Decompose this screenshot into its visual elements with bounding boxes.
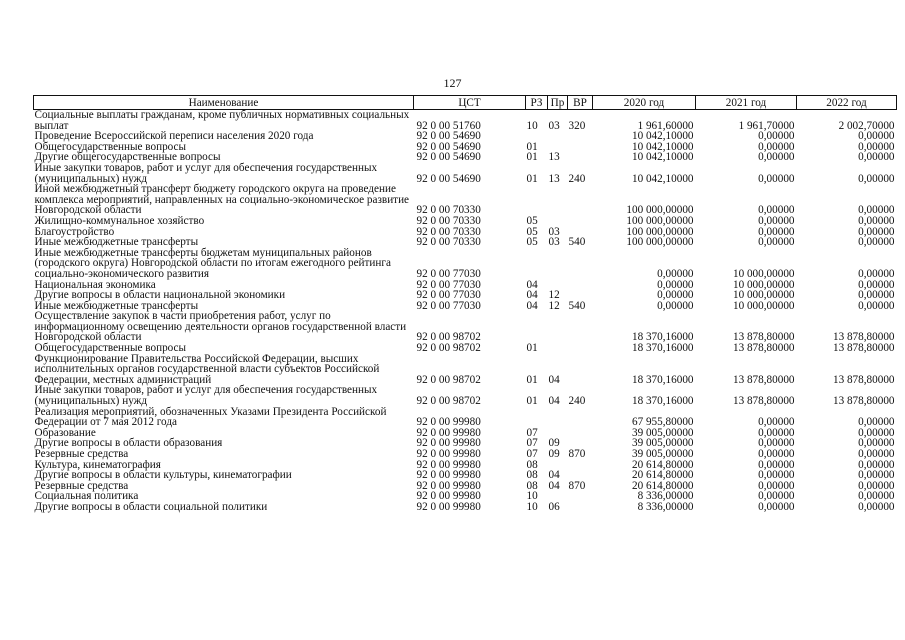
row-rz: 07 — [526, 448, 538, 460]
row-pr: 09 — [548, 437, 560, 450]
row-2022: 0,00000 — [858, 289, 895, 302]
table-row — [34, 184, 897, 216]
row-2021: 0,00000 — [758, 214, 795, 227]
row-2020: 18 370,16000 — [631, 373, 694, 386]
row-pr: 04 — [548, 469, 560, 482]
row-rz: 08 — [526, 479, 538, 492]
row-2021: 0,00000 — [758, 416, 795, 429]
row-name: Другие вопросы в области культуры, кинематографии — [34, 469, 292, 482]
row-name: Резервные средства — [34, 479, 129, 492]
header-2020: 2020 год — [593, 96, 696, 110]
table-row — [34, 385, 897, 406]
row-2020: 10 042,10000 — [631, 151, 694, 164]
row-name: Общегосударственные вопросы — [34, 342, 187, 355]
row-cst: 92 0 00 99980 — [416, 479, 481, 492]
row-cst: 92 0 00 99980 — [416, 426, 481, 439]
row-name: Иные закупки товаров, работ и услуг для обеспечения государственных (муниципальных) нужд — [34, 384, 378, 408]
row-2021: 0,00000 — [758, 500, 795, 513]
row-vr: 240 — [568, 395, 586, 408]
row-vr: 870 — [568, 479, 586, 492]
row-2022: 0,00000 — [858, 458, 895, 471]
table-row — [34, 502, 897, 513]
row-vr — [568, 491, 593, 502]
row-pr: 12 — [548, 289, 560, 302]
row-2022: 13 878,80000 — [832, 395, 895, 408]
row-vr — [568, 311, 593, 343]
row-2022: 0,00000 — [858, 490, 895, 503]
row-name: Иные межбюджетные трансферты — [34, 236, 199, 249]
row-name: Социальная политика — [34, 490, 139, 503]
row-rz: 01 — [526, 140, 538, 153]
row-cst: 92 0 00 99980 — [416, 469, 481, 482]
header-rz: РЗ — [526, 96, 548, 110]
row-pr: 13 — [548, 151, 560, 164]
row-2022: 0,00000 — [858, 500, 895, 513]
row-pr: 03 — [548, 225, 560, 238]
row-2020: 39 005,00000 — [631, 448, 694, 460]
table-row — [34, 311, 897, 343]
row-2020: 67 955,80000 — [631, 416, 694, 429]
row-cst: 92 0 00 99980 — [416, 416, 481, 429]
row-pr — [548, 216, 568, 227]
row-2021: 0,00000 — [758, 130, 795, 143]
row-name: Иной межбюджетный трансферт бюджету городского округа на проведение комплекса мероприятий, направленных на социально-экономическое развитие Новгородской области — [34, 183, 410, 217]
row-2020: 39 005,00000 — [631, 437, 694, 450]
row-name: Иные закупки товаров, работ и услуг для обеспечения государственных (муниципальных) нужд — [34, 161, 378, 185]
row-2022: 0,00000 — [858, 416, 895, 429]
row-cst: 92 0 00 70330 — [416, 225, 481, 238]
row-vr: 320 — [568, 119, 586, 132]
table-row — [34, 248, 897, 280]
table-row — [34, 354, 897, 386]
row-name: Общегосударственные вопросы — [34, 140, 187, 153]
row-2020: 20 614,80000 — [631, 469, 694, 482]
row-vr: 240 — [568, 172, 586, 185]
row-pr — [548, 131, 568, 142]
row-2022: 0,00000 — [858, 214, 895, 227]
row-2020: 18 370,16000 — [631, 331, 694, 344]
row-rz: 05 — [526, 225, 538, 238]
row-2021: 0,00000 — [758, 172, 795, 185]
row-2020: 100 000,00000 — [626, 214, 694, 227]
row-vr — [568, 460, 593, 471]
row-2021: 1 961,70000 — [738, 119, 795, 132]
row-pr: 09 — [548, 448, 560, 460]
row-vr — [568, 184, 593, 216]
row-name: Проведение Всероссийской переписи населения 2020 года — [34, 130, 314, 143]
row-2021: 0,00000 — [758, 204, 795, 217]
row-2020: 8 336,00000 — [637, 500, 694, 513]
row-cst: 92 0 00 99980 — [416, 458, 481, 471]
row-cst: 92 0 00 99980 — [416, 437, 481, 450]
row-2022: 0,00000 — [858, 299, 895, 312]
row-rz: 08 — [526, 458, 538, 471]
row-2021: 0,00000 — [758, 140, 795, 153]
row-cst: 92 0 00 77030 — [416, 267, 481, 280]
row-2020: 0,00000 — [657, 289, 694, 302]
row-2022: 2 002,70000 — [838, 119, 895, 132]
table-row — [34, 449, 897, 460]
row-cst: 92 0 00 54690 — [416, 151, 481, 164]
row-2021: 0,00000 — [758, 469, 795, 482]
row-name: Осуществление закупок в части приобретения работ, услуг по информационному освещению деятельности органов государственной власти Новгородской области — [34, 310, 407, 344]
row-vr — [568, 354, 593, 386]
row-2022: 0,00000 — [858, 130, 895, 143]
header-cst: ЦСТ — [414, 96, 526, 110]
row-name: Иные межбюджетные трансферты — [34, 299, 199, 312]
row-2022: 0,00000 — [858, 448, 895, 460]
row-vr: 540 — [568, 299, 586, 312]
row-2020: 1 961,60000 — [637, 119, 694, 132]
row-pr — [548, 248, 568, 280]
row-rz: 01 — [526, 373, 538, 386]
row-vr — [568, 280, 593, 291]
row-2020: 18 370,16000 — [631, 395, 694, 408]
row-2022: 0,00000 — [858, 278, 895, 291]
row-name: Иные межбюджетные трансферты бюджетам муниципальных районов (городского округа) Новгородской области по итогам ежегодного рейтинга социально-экономического развития — [34, 246, 391, 280]
row-name: Резервные средства — [34, 448, 129, 460]
row-2021: 0,00000 — [758, 426, 795, 439]
row-2020: 10 042,10000 — [631, 130, 694, 143]
row-2020: 0,00000 — [657, 278, 694, 291]
budget-table — [33, 95, 897, 513]
row-vr: 870 — [568, 448, 586, 460]
row-pr — [548, 184, 568, 216]
row-cst: 92 0 00 77030 — [416, 299, 481, 312]
row-2021: 10 000,00000 — [732, 289, 795, 302]
row-name: Другие вопросы в области национальной экономики — [34, 289, 286, 302]
table-header-row — [34, 96, 897, 110]
row-2020: 20 614,80000 — [631, 479, 694, 492]
row-cst: 92 0 00 70330 — [416, 204, 481, 217]
row-2020: 0,00000 — [657, 299, 694, 312]
page-number: 127 — [443, 76, 462, 90]
row-pr — [548, 407, 568, 428]
row-name: Реализация мероприятий, обозначенных Указами Президента Российской Федерации от 7 мая 2012 года — [34, 405, 387, 429]
table-row — [34, 110, 897, 132]
row-2021: 0,00000 — [758, 437, 795, 450]
row-2022: 0,00000 — [858, 140, 895, 153]
row-name: Благоустройство — [34, 225, 115, 238]
row-cst: 92 0 00 98702 — [416, 373, 481, 386]
row-cst: 92 0 00 54690 — [416, 172, 481, 185]
row-rz: 04 — [526, 289, 538, 302]
row-2021: 0,00000 — [758, 236, 795, 249]
row-2021: 10 000,00000 — [732, 299, 795, 312]
row-2020: 18 370,16000 — [631, 342, 694, 355]
row-rz: 04 — [526, 278, 538, 291]
row-name: Другие общегосударственные вопросы — [34, 151, 221, 164]
row-pr: 03 — [548, 236, 560, 249]
row-cst: 92 0 00 77030 — [416, 289, 481, 302]
table-row — [34, 216, 897, 227]
row-2020: 10 042,10000 — [631, 172, 694, 185]
row-2021: 0,00000 — [758, 479, 795, 492]
row-2022: 13 878,80000 — [832, 331, 895, 344]
row-2020: 20 614,80000 — [631, 458, 694, 471]
row-2022: 0,00000 — [858, 172, 895, 185]
row-2020: 100 000,00000 — [626, 225, 694, 238]
row-vr — [568, 248, 593, 280]
row-cst: 92 0 00 70330 — [416, 214, 481, 227]
row-name: Образование — [34, 426, 96, 439]
row-cst: 92 0 00 99980 — [416, 500, 481, 513]
table-row — [34, 163, 897, 184]
row-2020: 39 005,00000 — [631, 426, 694, 439]
row-2022: 13 878,80000 — [832, 373, 895, 386]
row-cst: 92 0 00 70330 — [416, 236, 481, 249]
row-2021: 0,00000 — [758, 448, 795, 460]
row-rz: 05 — [526, 214, 538, 227]
row-cst: 92 0 00 99980 — [416, 490, 481, 503]
row-2022: 0,00000 — [858, 469, 895, 482]
row-2020: 8 336,00000 — [637, 490, 694, 503]
row-vr — [568, 502, 593, 513]
row-cst: 92 0 00 54690 — [416, 140, 481, 153]
row-cst: 92 0 00 77030 — [416, 278, 481, 291]
row-cst: 92 0 00 98702 — [416, 395, 481, 408]
row-rz — [526, 184, 548, 216]
header-2021: 2021 год — [696, 96, 797, 110]
row-2022: 0,00000 — [858, 204, 895, 217]
row-2022: 0,00000 — [858, 437, 895, 450]
row-2021: 13 878,80000 — [732, 331, 795, 344]
row-cst: 92 0 00 51760 — [416, 119, 481, 132]
header-pr: Пр — [548, 96, 568, 110]
row-rz — [526, 311, 548, 343]
row-pr: 04 — [548, 395, 560, 408]
row-pr: 04 — [548, 373, 560, 386]
row-rz: 10 — [526, 500, 538, 513]
row-pr: 13 — [548, 172, 560, 185]
row-name: Функционирование Правительства Российской Федерации, высших исполнительных органов государственной власти субъектов Российской Федерации, местных администраций — [34, 352, 380, 386]
row-2021: 10 000,00000 — [732, 267, 795, 280]
row-vr — [568, 407, 593, 428]
row-2020: 10 042,10000 — [631, 140, 694, 153]
row-2021: 10 000,00000 — [732, 278, 795, 291]
row-2022: 0,00000 — [858, 267, 895, 280]
row-rz: 01 — [526, 172, 538, 185]
row-rz: 01 — [526, 342, 538, 355]
row-cst: 92 0 00 99980 — [416, 448, 481, 460]
row-rz: 05 — [526, 236, 538, 249]
row-cst: 92 0 00 98702 — [416, 342, 481, 355]
row-2021: 13 878,80000 — [732, 342, 795, 355]
row-2022: 0,00000 — [858, 479, 895, 492]
row-vr — [568, 216, 593, 227]
table-row — [34, 407, 897, 428]
row-2020: 100 000,00000 — [626, 236, 694, 249]
row-2022: 0,00000 — [858, 151, 895, 164]
row-2021: 0,00000 — [758, 490, 795, 503]
row-vr — [568, 142, 593, 153]
row-pr: 06 — [548, 500, 560, 513]
row-pr — [548, 311, 568, 343]
row-rz: 08 — [526, 469, 538, 482]
header-2022: 2022 год — [797, 96, 897, 110]
row-rz: 04 — [526, 299, 538, 312]
row-2022: 0,00000 — [858, 426, 895, 439]
row-rz: 07 — [526, 437, 538, 450]
row-name: Культура, кинематография — [34, 458, 161, 471]
row-rz — [526, 407, 548, 428]
row-name: Жилищно-коммунальное хозяйство — [34, 214, 205, 227]
row-name: Другие вопросы в области образования — [34, 437, 223, 450]
row-2020: 0,00000 — [657, 267, 694, 280]
row-2021: 0,00000 — [758, 151, 795, 164]
row-2022: 0,00000 — [858, 225, 895, 238]
row-pr — [548, 343, 568, 354]
row-name: Другие вопросы в области социальной политики — [34, 500, 268, 513]
row-name: Социальные выплаты гражданам, кроме публичных нормативных социальных выплат — [34, 109, 410, 132]
row-pr: 03 — [548, 119, 560, 132]
row-vr — [568, 343, 593, 354]
row-2021: 13 878,80000 — [732, 395, 795, 408]
row-2020: 100 000,00000 — [626, 204, 694, 217]
row-rz: 10 — [526, 490, 538, 503]
row-rz: 01 — [526, 151, 538, 164]
row-name: Национальная экономика — [34, 278, 156, 291]
row-vr — [568, 428, 593, 439]
row-cst: 92 0 00 98702 — [416, 331, 481, 344]
row-rz: 01 — [526, 395, 538, 408]
row-2021: 0,00000 — [758, 225, 795, 238]
row-vr — [568, 131, 593, 142]
row-vr — [568, 152, 593, 163]
row-rz: 07 — [526, 426, 538, 439]
row-vr: 540 — [568, 236, 586, 249]
row-2022: 0,00000 — [858, 236, 895, 249]
row-2021: 0,00000 — [758, 458, 795, 471]
row-rz — [526, 248, 548, 280]
header-vr: ВР — [568, 96, 593, 110]
row-pr: 04 — [548, 479, 560, 492]
row-2022: 13 878,80000 — [832, 342, 895, 355]
row-pr: 12 — [548, 299, 560, 312]
row-cst: 92 0 00 54690 — [416, 130, 481, 143]
header-name: Наименование — [34, 96, 414, 110]
row-2021: 13 878,80000 — [732, 373, 795, 386]
row-rz: 10 — [526, 119, 538, 132]
